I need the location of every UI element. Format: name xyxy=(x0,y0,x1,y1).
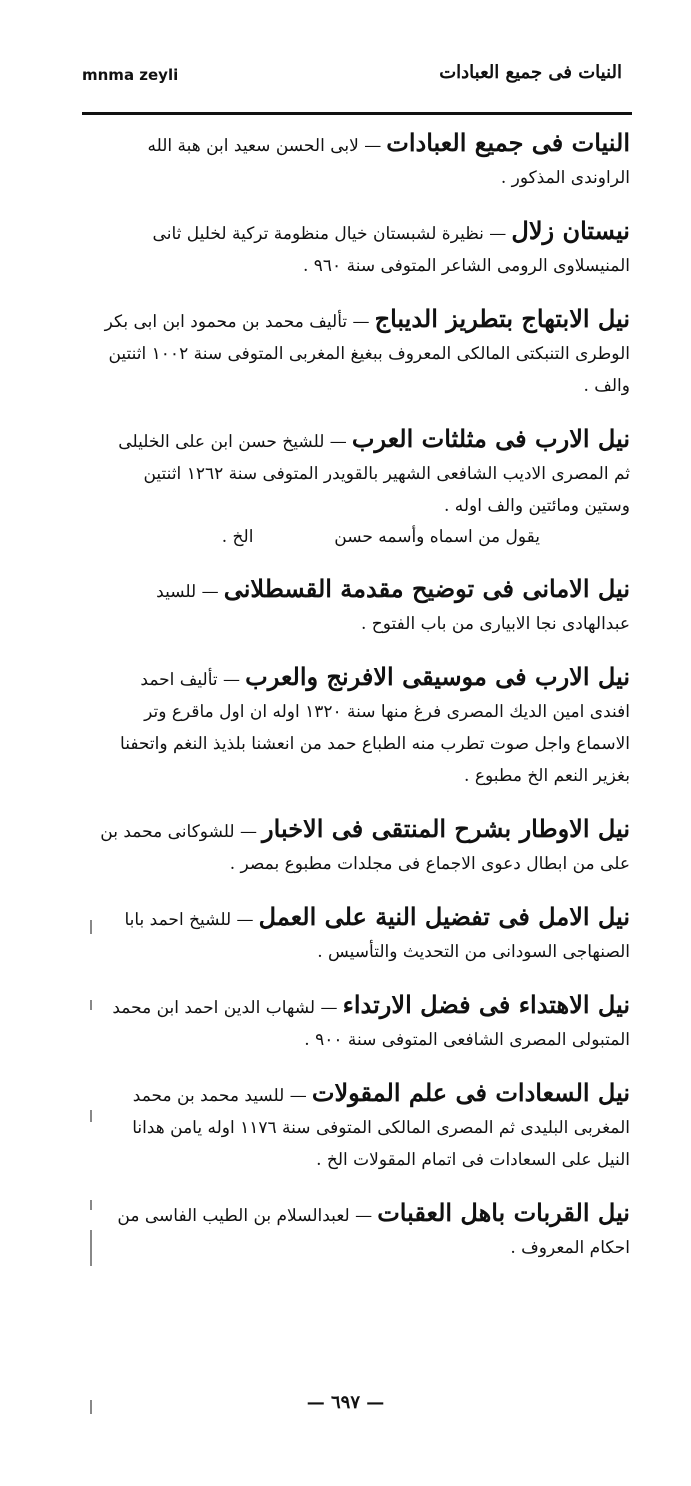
entry-body: — للشيخ احمد بابا الصنهاجى السودانى من التحديث والتأسيس . xyxy=(124,910,630,962)
margin-scan-marks xyxy=(90,900,94,1420)
page-number: — ٦٩٧ — xyxy=(306,1392,385,1413)
entry-body: — تأليف احمد افندى امين الديك المصرى فرغ منها سنة ١٣٢٠ اوله ان اول ماقرع وتر الاسماع واجل صوت تطرب منه الطباع حمد من انعشنا بلذيذ النغم واتحفنا بغزير النعم الخ مطبوع . xyxy=(120,670,630,786)
page-header xyxy=(82,62,622,92)
entry xyxy=(100,126,630,194)
entry xyxy=(100,1076,630,1176)
entry-title: نيل الابتهاج بتطريز الديباج xyxy=(374,304,630,333)
entry-body: — للشيخ حسن ابن على الخليلى ثم المصرى الاديب الشافعى الشهير بالقويدر المتوفى سنة ١٢٦٢ اثنتين وستين ومائتين والف اوله . xyxy=(118,432,630,516)
entry-title: نيل الاهتداء فى فضل الارتداء xyxy=(342,990,630,1019)
entry-title: نيل الامل فى تفضيل النية على العمل xyxy=(258,902,630,931)
entry xyxy=(100,572,630,640)
entry-title: نيل الامانى فى توضيح مقدمة القسطلانى xyxy=(223,574,630,603)
running-title: النيات فى جميع العبادات xyxy=(439,62,622,83)
entry-body: — لعبدالسلام بن الطيب الفاسى من احكام المعروف . xyxy=(117,1206,630,1258)
header-left-text: mnma zeyli xyxy=(82,66,179,84)
entry-body: — تأليف محمد بن محمود ابن ابى بكر الوطرى التنبكتى المالكى المعروف ببغيغ المغربى المتوفى سنة ١٠٠٢ اثنتين والف . xyxy=(104,312,630,396)
entry-title: نيل القربات باهل العقبات xyxy=(377,1198,630,1227)
entry-title: نيل الارب فى موسيقى الافرنج والعرب xyxy=(245,662,630,691)
entry xyxy=(100,812,630,880)
entry-title: نيل السعادات فى علم المقولات xyxy=(311,1078,630,1107)
entry xyxy=(100,422,630,552)
entry-title: نيل الاوطار بشرح المنتقى فى الاخبار xyxy=(262,814,630,843)
entry-title: نيستان زلال xyxy=(511,216,630,245)
entry-body: — لشهاب الدين احمد ابن محمد المتبولى المصرى الشافعى المتوفى سنة ٩٠٠ . xyxy=(112,998,630,1050)
entry-body: — للسيد محمد بن محمد المغربى البليدى ثم المصرى المالكى المتوفى سنة ١١٧٦ اوله يامن هدانا النيل على السعادات فى اتمام المقولات الخ . xyxy=(132,1086,630,1170)
entry xyxy=(100,302,630,402)
entry xyxy=(100,1196,630,1264)
entry xyxy=(100,988,630,1056)
entry-body: — للشوكانى محمد بن على من ابطال دعوى الاجماع فى مجلدات مطبوع بمصر . xyxy=(100,822,630,874)
entry-title: النيات فى جميع العبادات xyxy=(386,128,630,157)
entry-body: — للسيد عبدالهادى نجا الابيارى من باب الفتوح . xyxy=(156,582,630,634)
entry-body: — لابى الحسن سعيد ابن هبة الله الراوندى المذكور . xyxy=(147,136,630,188)
entry-title: نيل الارب فى مثلثات العرب xyxy=(351,424,630,453)
entry xyxy=(100,660,630,792)
entry-list xyxy=(100,126,630,1284)
verse-line xyxy=(100,522,540,552)
header-rule xyxy=(82,112,632,115)
entry xyxy=(100,900,630,968)
entry-body: — نظيرة لشبستان خيال منظومة تركية لخليل ثانى المنيسلاوى الرومى الشاعر المتوفى سنة ٩٦٠ . xyxy=(152,224,630,276)
verse-hemistich: يقول من اسماه وأسمه حسن xyxy=(334,527,540,547)
verse-ending: الخ . xyxy=(221,527,254,547)
entry xyxy=(100,214,630,282)
